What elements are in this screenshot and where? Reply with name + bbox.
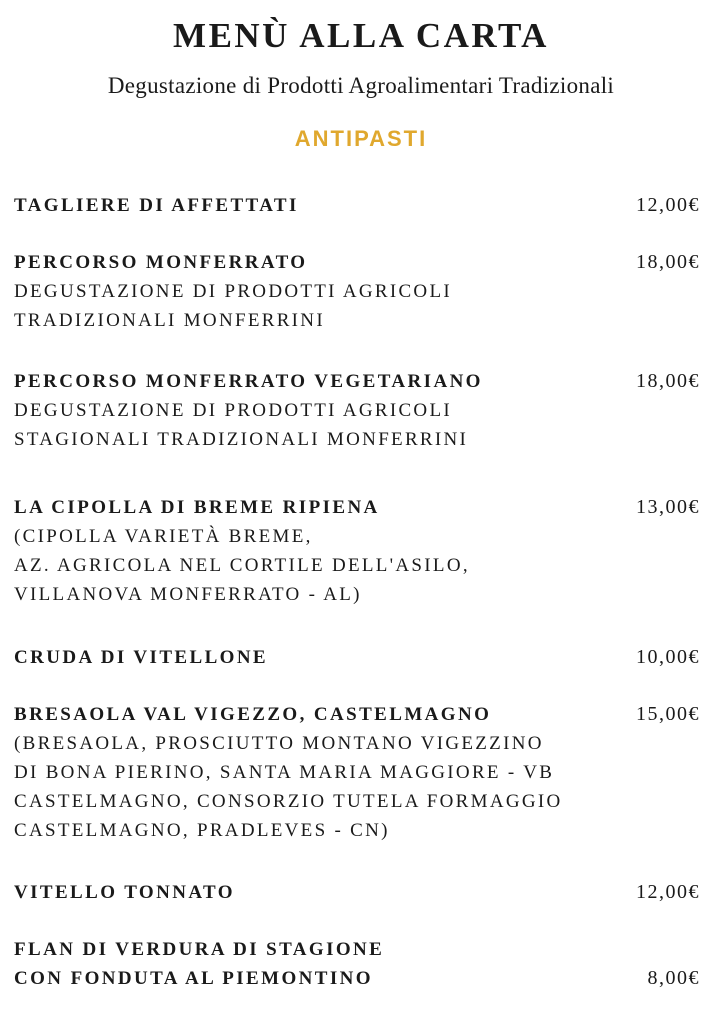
item-price: 13,00€ bbox=[636, 496, 700, 518]
item-description-line: (BRESAOLA, PROSCIUTTO MONTANO VIGEZZINO bbox=[14, 733, 544, 754]
item-name: VITELLO TONNATO bbox=[14, 882, 235, 903]
item-description-line: CASTELMAGNO, PRADLEVES - CN) bbox=[14, 820, 390, 841]
item-description-line: STAGIONALI TRADIZIONALI MONFERRINI bbox=[14, 429, 469, 450]
item-price: 12,00€ bbox=[636, 881, 700, 903]
item-name: CRUDA DI VITELLONE bbox=[14, 647, 269, 668]
menu-item bbox=[14, 878, 700, 907]
menu-item bbox=[14, 935, 700, 993]
item-name: PERCORSO MONFERRATO VEGETARIANO bbox=[14, 371, 483, 392]
menu-title: MENÙ ALLA CARTA bbox=[173, 16, 549, 55]
item-description-line: TRADIZIONALI MONFERRINI bbox=[14, 310, 325, 331]
item-price: 15,00€ bbox=[636, 703, 700, 725]
item-description-line: CASTELMAGNO, CONSORZIO TUTELA FORMAGGIO bbox=[14, 791, 563, 812]
item-name: BRESAOLA VAL VIGEZZO, CASTELMAGNO bbox=[14, 704, 492, 725]
menu-item bbox=[14, 643, 700, 672]
item-price: 12,00€ bbox=[636, 194, 700, 216]
item-name: LA CIPOLLA DI BREME RIPIENA bbox=[14, 497, 380, 518]
menu-item bbox=[14, 191, 700, 220]
item-price: 18,00€ bbox=[636, 370, 700, 392]
menu-item bbox=[14, 367, 700, 454]
item-price: 10,00€ bbox=[636, 646, 700, 668]
item-description-line: DEGUSTAZIONE DI PRODOTTI AGRICOLI bbox=[14, 400, 452, 421]
item-description-line: VILLANOVA MONFERRATO - AL) bbox=[14, 584, 362, 605]
item-description-line: DI BONA PIERINO, SANTA MARIA MAGGIORE - VB bbox=[14, 762, 555, 783]
menu-item bbox=[14, 248, 700, 335]
item-name: FLAN DI VERDURA DI STAGIONE bbox=[14, 939, 385, 960]
item-name: TAGLIERE DI AFFETTATI bbox=[14, 195, 299, 216]
menu-item bbox=[14, 700, 700, 845]
item-description-line: DEGUSTAZIONE DI PRODOTTI AGRICOLI bbox=[14, 281, 452, 302]
item-price: 8,00€ bbox=[647, 967, 700, 989]
section-title-antipasti: ANTIPASTI bbox=[294, 126, 428, 151]
item-name: CON FONDUTA AL PIEMONTINO bbox=[14, 968, 373, 989]
item-price: 18,00€ bbox=[636, 251, 700, 273]
menu-item bbox=[14, 493, 700, 609]
menu-subtitle: Degustazione di Prodotti Agroalimentari Tradizionali bbox=[107, 73, 615, 98]
item-description-line: AZ. AGRICOLA NEL CORTILE DELL'ASILO, bbox=[14, 555, 470, 576]
item-name: PERCORSO MONFERRATO bbox=[14, 252, 308, 273]
item-description-line: (CIPOLLA VARIETÀ BREME, bbox=[14, 526, 313, 547]
